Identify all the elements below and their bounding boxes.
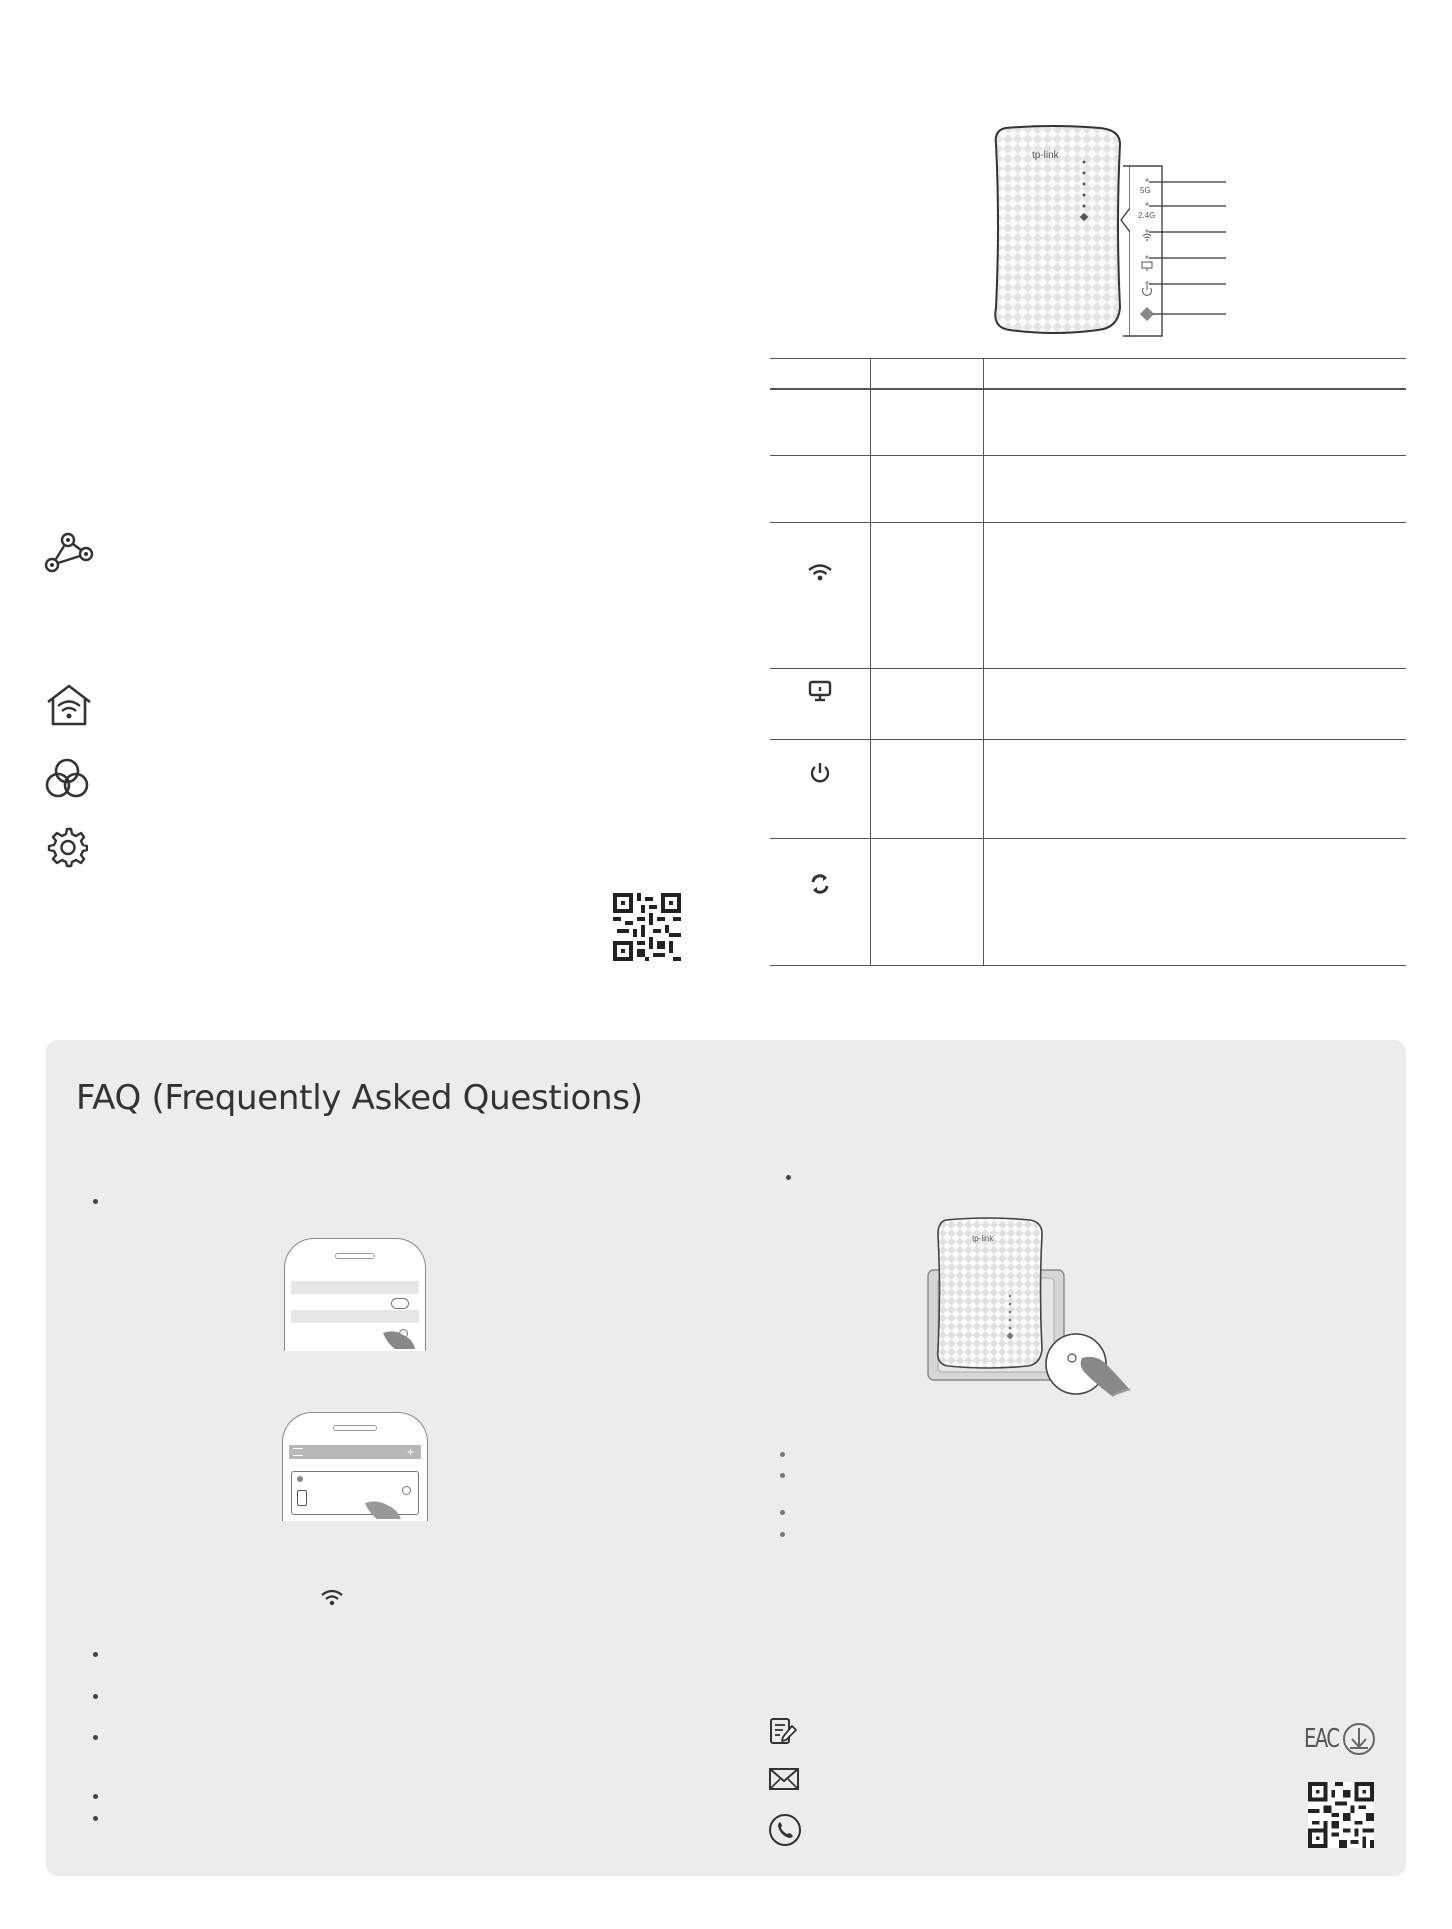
phone-tether-app-illustration <box>282 1412 428 1521</box>
eac-certification-mark <box>1304 1724 1338 1754</box>
tp-link-logo-text: tp-link <box>972 1234 994 1243</box>
tapping-hand-icon <box>381 1327 417 1351</box>
tp-link-logo <box>972 1234 993 1243</box>
faq-bullet <box>780 1510 785 1515</box>
wps-led-icon <box>808 872 832 896</box>
faq-bullet <box>780 1532 785 1537</box>
phone-speaker <box>333 1425 377 1431</box>
wifi-list-row <box>291 1310 419 1323</box>
wifi-toggle-switch <box>391 1298 409 1309</box>
tp-link-logo <box>1032 150 1059 161</box>
mesh-network-icon <box>44 532 94 574</box>
led-label-5g: 5G <box>1140 186 1151 195</box>
faq-bullet <box>780 1452 785 1457</box>
settings-gear-icon <box>46 826 88 868</box>
faq-bullet <box>93 1735 98 1740</box>
ethernet-led-icon <box>808 680 832 702</box>
tapping-hand-icon <box>363 1497 403 1521</box>
email-icon <box>768 1767 800 1791</box>
tp-link-logo-text: tp-link <box>1032 150 1059 161</box>
faq-bullet <box>93 1694 98 1699</box>
support-qr-code <box>1308 1782 1374 1848</box>
wifi-icon <box>320 1588 344 1606</box>
extender-icon <box>297 1490 307 1506</box>
led-label-2-4g: 2.4G <box>1138 211 1156 220</box>
smart-home-wifi-icon <box>44 682 94 728</box>
recycling-certification-icon <box>1342 1722 1376 1756</box>
app-download-qr-code <box>613 893 681 961</box>
eac-mark-text: EAC <box>1304 1724 1339 1754</box>
faq-bullet <box>93 1652 98 1657</box>
faq-bullet <box>93 1794 98 1799</box>
info-icon <box>402 1486 411 1495</box>
wifi-list-row <box>291 1281 419 1294</box>
register-icon <box>768 1716 798 1746</box>
faq-bullet <box>93 1816 98 1821</box>
power-led-icon <box>809 761 831 785</box>
signal-led-icon <box>807 562 833 582</box>
led-status-table <box>770 358 1406 966</box>
faq-bullet <box>780 1473 785 1478</box>
range-extender-diagram <box>990 120 1230 345</box>
phone-wifi-settings-illustration <box>284 1238 426 1351</box>
faq-title: FAQ (Frequently Asked Questions) <box>76 1078 643 1118</box>
app-top-bar <box>289 1445 421 1459</box>
menu-icon <box>293 1448 303 1456</box>
phone-speaker <box>335 1253 375 1259</box>
reset-button-illustration <box>926 1212 1186 1403</box>
phone-icon <box>768 1813 802 1847</box>
faq-bullet <box>93 1199 98 1204</box>
faq-bullet <box>786 1175 791 1180</box>
add-icon: + <box>407 1445 415 1459</box>
faq-panel <box>46 1040 1406 1876</box>
onemesh-icon <box>44 756 90 802</box>
location-pin-icon <box>297 1476 303 1482</box>
